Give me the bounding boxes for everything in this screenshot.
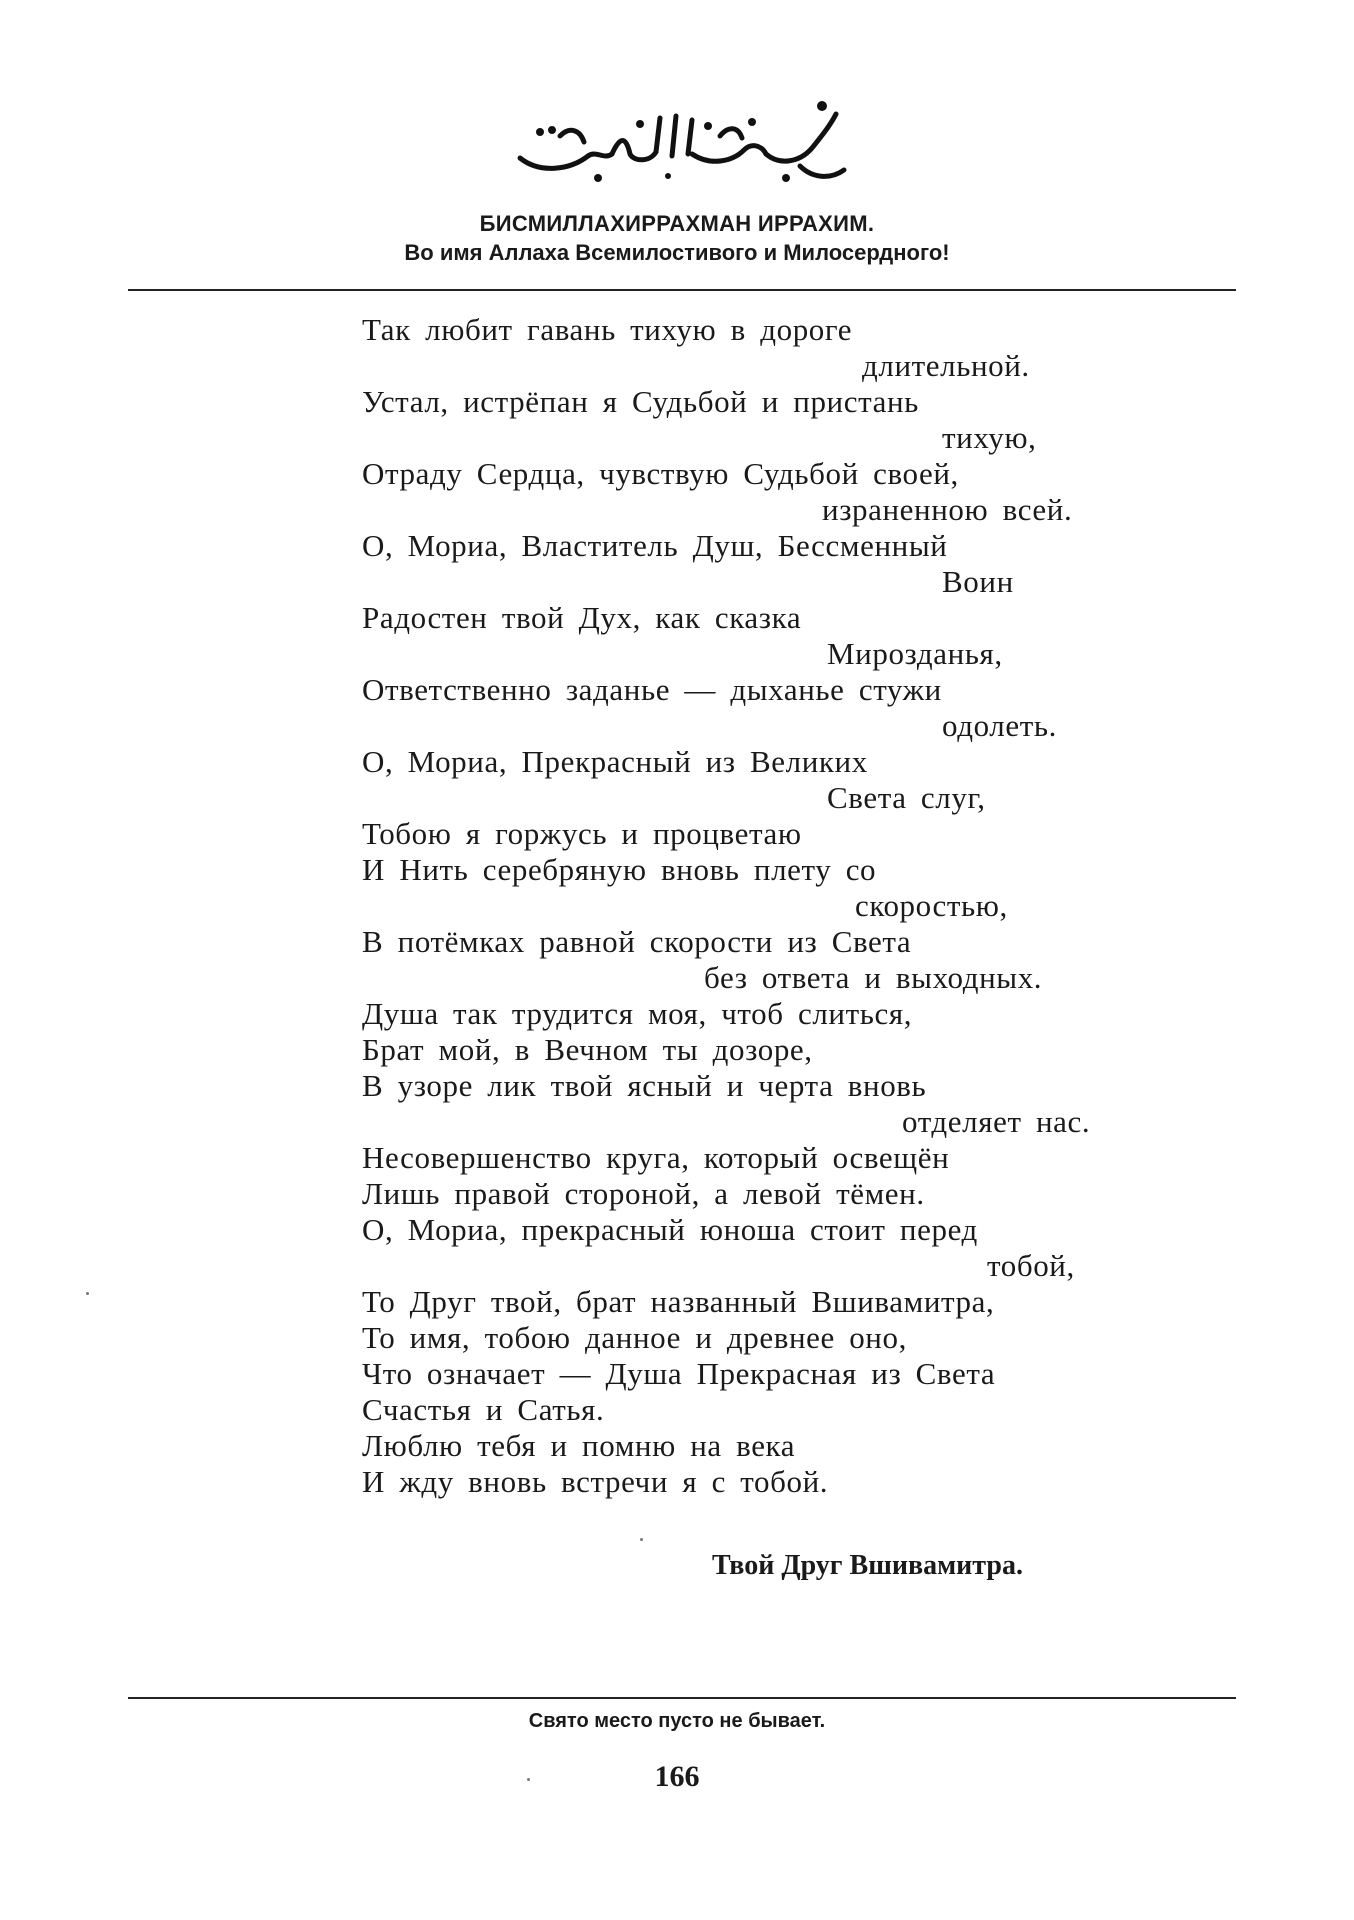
scan-speck [86, 1292, 89, 1295]
poem-line: Несовершенство круга, который освещён [362, 1140, 950, 1175]
poem-line: Света слуг, [827, 780, 986, 815]
poem-line: О, Мориа, прекрасный юноша стоит перед [362, 1212, 978, 1247]
poem-line: отделяет нас. [902, 1104, 1091, 1139]
poem-line: Что означает — Душа Прекрасная из Света [362, 1356, 996, 1391]
bottom-divider [128, 1697, 1236, 1699]
poem-line: без ответа и выходных. [704, 960, 1043, 995]
poem-line: В узоре лик твой ясный и черта вновь [362, 1068, 927, 1103]
poem-line: То имя, тобою данное и древнее оно, [362, 1320, 907, 1355]
poem-line: Люблю тебя и помню на века [362, 1428, 796, 1463]
poem-line: Отраду Сердца, чувствую Судьбой своей, [362, 456, 959, 491]
poem-line: О, Мориа, Прекрасный из Великих [362, 744, 868, 779]
poem-line: длительной. [862, 348, 1030, 383]
footer-proverb: Свято место пусто не бывает. [528, 1710, 826, 1732]
poem-line: И Нить серебряную вновь плету со [362, 852, 877, 887]
poem-line: О, Мориа, Властитель Душ, Бессменный [362, 528, 948, 563]
scan-speck [640, 1538, 643, 1541]
poem-line: То Друг твой, брат названный Вшивамитра, [362, 1284, 995, 1319]
page-number: 166 [654, 1760, 700, 1793]
poem-line: тихую, [942, 420, 1037, 455]
poem-line: И жду вновь встречи я с тобой. [362, 1464, 829, 1499]
bismillah-transliteration: БИСМИЛЛАХИРРАХМАН ИРРАХИМ. [479, 211, 875, 236]
bismillah-translation: Во имя Аллаха Всемилостивого и Милосердного! [404, 240, 950, 265]
poem-signature: Твой Друг Вшивамитра. [712, 1550, 1023, 1581]
poem-line: Воин [942, 564, 1014, 599]
poem-line: Мирозданья, [827, 636, 1003, 671]
poem-line: Душа так трудится моя, чтоб слиться, [362, 996, 913, 1031]
poem-line: Устал, истрёпан я Судьбой и пристань [362, 384, 919, 419]
poem-line: Так любит гавань тихую в дороге [362, 312, 853, 347]
poem-line: Лишь правой стороной, а левой тёмен. [362, 1176, 925, 1211]
poem-line: Брат мой, в Вечном ты дозоре, [362, 1032, 813, 1067]
poem-line: скоростью, [855, 888, 1008, 923]
poem-line: одолеть. [942, 708, 1057, 743]
scan-speck [527, 1778, 530, 1781]
poem-line: тобой, [987, 1248, 1075, 1283]
poem-line: Тобою я горжусь и процветаю [362, 816, 802, 851]
poem-line: В потёмках равной скорости из Света [362, 924, 912, 959]
poem-line: Радостен твой Дух, как сказка [362, 600, 802, 635]
poem-line: Счастья и Сатья. [362, 1392, 605, 1427]
poem-line: Ответственно заданье — дыханье стужи [362, 672, 942, 707]
poem-line: израненною всей. [822, 492, 1073, 527]
